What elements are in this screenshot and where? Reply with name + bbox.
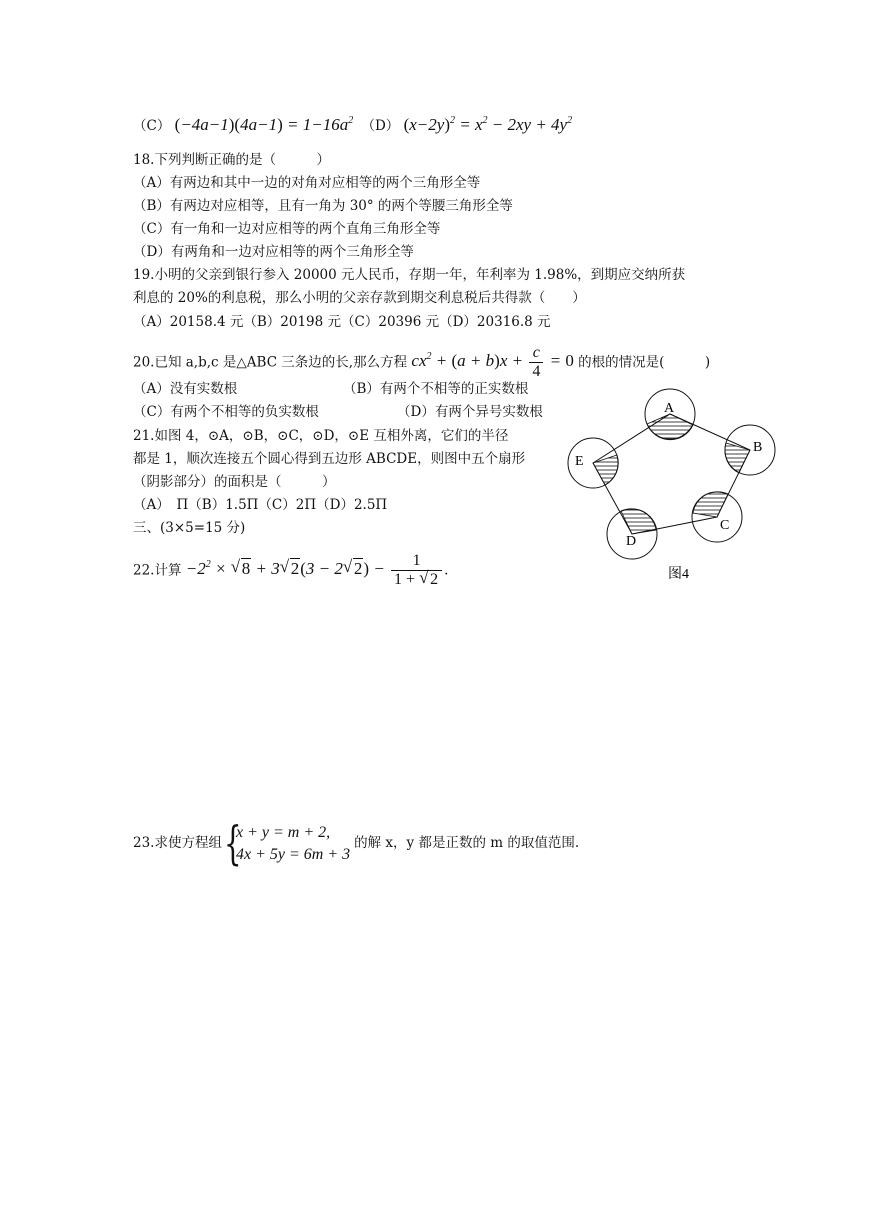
q19-options: （A）20158.4 元（B）20198 元（C）20396 元（D）20316.8 元 [133, 314, 551, 330]
q23-equation-2: 4x + 5y = 6m + 3 [235, 845, 351, 863]
q22-suffix: . [444, 562, 449, 579]
q17-option-d-expression: $(x-2y)^2 = x^2 - 2xy + 4y^2$ [403, 115, 573, 134]
sector-a [647, 414, 693, 440]
q18-option-a: （A）有两边和其中一边的对角对应相等的两个三角形全等 [133, 175, 481, 191]
figure-4-pentagon-circles [560, 388, 790, 588]
vertex-label-b: B [753, 440, 763, 455]
q20-options-row-2 [133, 403, 543, 421]
q22-prefix: 22.计算 [133, 562, 182, 579]
q21-options: （A） Π（B）1.5Π（C）2Π（D）2.5Π [133, 497, 388, 513]
q17-option-c-label: （C） [133, 118, 171, 134]
q17-option-d-label: （D） [361, 118, 400, 134]
q18-option-d: （D）有两角和一边对应相等的两个三角形全等 [133, 244, 414, 260]
q21-line-2: 都是 1，顺次连接五个圆心得到五边形 ABCDE，则图中五个扇形 [133, 451, 526, 467]
q17-option-c-expression: $(-4a-1)(4a-1) = 1-16a^2$ [174, 115, 354, 134]
q21-line-3: （阴影部分）的面积是（ ） [133, 474, 336, 490]
q20-option-b: （B）有两个不相等的正实数根 [343, 381, 529, 397]
q18-stem: 18.下列判断正确的是（ ） [133, 152, 330, 168]
vertex-label-c: C [720, 518, 730, 533]
q20-option-c: （C）有两个不相等的负实数根 [133, 404, 319, 420]
q18-option-b: （B）有两边对应相等，且有一角为 30° 的两个等腰三角形全等 [133, 198, 513, 214]
section-3-heading: 三、(3×5=15 分) [133, 520, 246, 536]
vertex-label-e: E [575, 454, 584, 469]
q23-equation-1: x + y = m + 2, [235, 823, 331, 841]
q20-stem-prefix: 20.已知 a,b,c 是△ABC 三条边的长,那么方程 [133, 354, 408, 371]
vertex-label-d: D [626, 534, 637, 549]
q21-line-1: 21.如图 4，⊙A，⊙B，⊙C，⊙D，⊙E 互相外离，它们的半径 [133, 428, 509, 444]
q20-options-row-1 [133, 380, 528, 398]
q23-equation-system: { x + y = m + 2, 4x + 5y = 6m + 3 [223, 815, 351, 870]
q20-equation: $cx^2 + (a + b)x$ + $\frac{c}{4}$ = 0 [411, 344, 574, 380]
q20-option-d: （D）有两个异号实数根 [397, 404, 543, 420]
q19-stem-line-1: 19.小明的父亲到银行参入 20000 元人民币，存期一年，年利率为 1.98%，到期应交纳所获 [133, 267, 686, 283]
q17-options-line [133, 116, 572, 135]
q23-suffix: 的解 x，y 都是正数的 m 的取值范围. [354, 835, 580, 851]
q23-problem [133, 815, 580, 870]
q22-problem [133, 552, 448, 589]
q22-expression: $-2^2$ × √ 8 + 3√ 2(3 − 2√ 2) − $\frac{1}{1 + √ 2}$ [186, 559, 444, 578]
q20-option-a: （A）没有实数根 [133, 381, 238, 397]
q19-stem-line-2: 利息的 20%的利息税，那么小明的父亲存款到期交利息税后共得款（ ） [133, 290, 586, 306]
figure-caption: 图4 [668, 567, 689, 582]
q23-prefix: 23.求使方程组 [133, 835, 222, 851]
vertex-label-a: A [664, 401, 675, 416]
q18-option-c: （C）有一角和一边对应相等的两个直角三角形全等 [133, 221, 441, 237]
q20-stem-suffix: 的根的情况是( ) [578, 354, 711, 371]
q20-stem [133, 344, 710, 381]
